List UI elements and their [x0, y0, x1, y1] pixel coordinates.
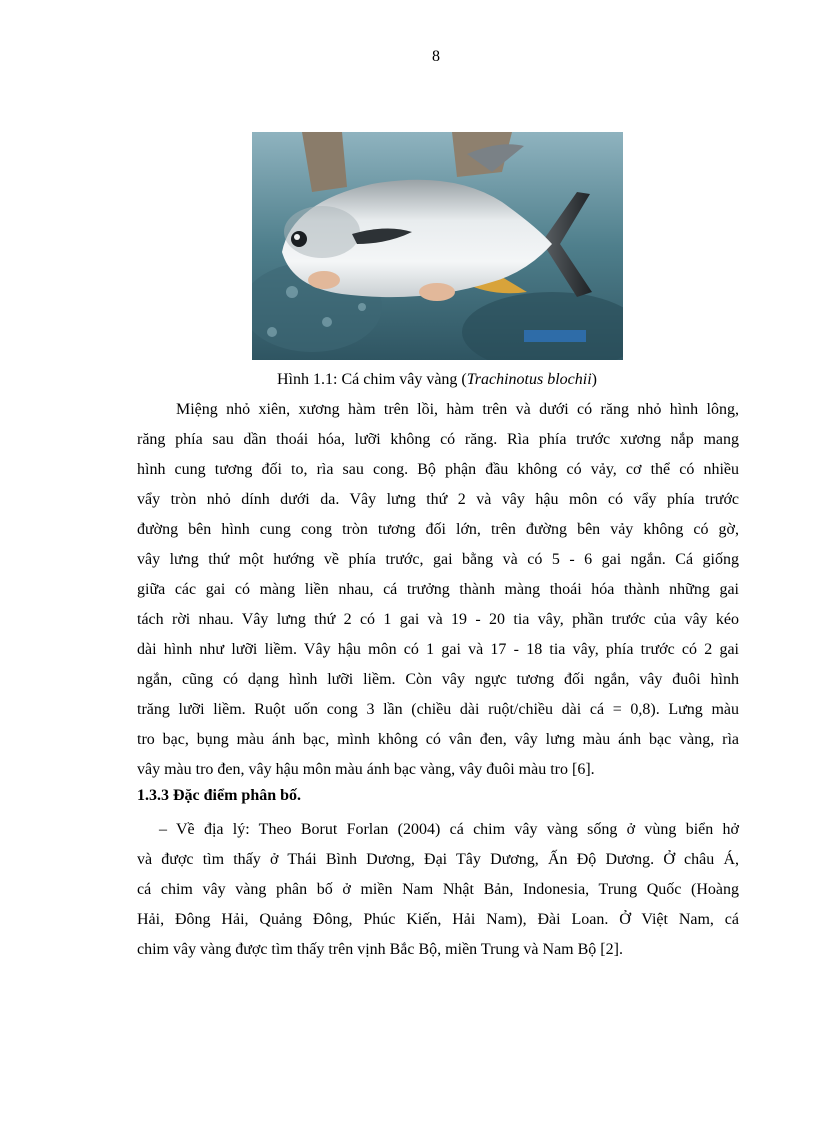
paragraph-line: vẩy tròn nhỏ dính dưới da. Vây lưng thứ 2 và vây hậu môn có vẩy phía trước — [137, 491, 739, 508]
page-number: 8 — [432, 48, 440, 65]
paragraph-line: vây màu tro đen, vây hậu môn màu ánh bạc vàng, vây đuôi màu tro [6]. — [137, 761, 595, 778]
figure-caption — [0, 371, 816, 389]
paragraph-line: vây lưng thứ một hướng về phía trước, gai bằng và có 5 - 6 gai ngắn. Cá giống — [137, 551, 739, 568]
paragraph-line: tách rời nhau. Vây lưng thứ 2 có 1 gai và 19 - 20 tia vây, phần trước của vây kéo — [137, 611, 739, 628]
paragraph-line: tro bạc, bụng màu ánh bạc, mình không có vân đen, vây lưng màu ánh bạc vàng, rìa — [137, 731, 739, 748]
paragraph-line: giữa các gai có màng liền nhau, cá trưởng thành màng thoái hóa thành những gai — [137, 581, 739, 598]
paragraph-line: hình cung tương đối to, rìa sau cong. Bộ phận đầu không có vảy, cơ thể có nhiều — [137, 461, 739, 478]
paragraph-morphology — [137, 395, 739, 785]
fish-photo — [252, 132, 623, 360]
caption-prefix: Hình 1.1: Cá chim vây vàng ( — [277, 371, 467, 388]
paragraph-line: Hải, Đông Hải, Quảng Đông, Phúc Kiến, Hải Nam), Đài Loan. Ở Việt Nam, cá — [137, 911, 739, 928]
paragraph-distribution — [137, 815, 739, 965]
paragraph-line: dài hình như lưỡi liềm. Vây hậu môn có 1 gai và 17 - 18 tia vây, phía trước có 2 gai — [137, 641, 739, 658]
paragraph-line: Miệng nhỏ xiên, xương hàm trên lồi, hàm trên và dưới có răng nhỏ hình lông, — [176, 401, 739, 418]
section-heading: 1.3.3 Đặc điểm phân bố. — [137, 787, 302, 804]
paragraph-line: cá chim vây vàng phân bố ở miền Nam Nhật Bản, Indonesia, Trung Quốc (Hoàng — [137, 881, 739, 898]
paragraph-line: – Về địa lý: Theo Borut Forlan (2004) cá chim vây vàng sống ở vùng biển hở — [159, 821, 739, 838]
paragraph-line: răng phía sau dần thoái hóa, lưỡi không có răng. Rìa phía trước xương nắp mang — [137, 431, 739, 448]
paragraph-line: đường bên hình cung cong tròn tương đối lớn, trên đường bên vảy không có gờ, — [137, 521, 739, 538]
caption-species: Trachinotus blochii — [466, 371, 592, 388]
paragraph-line: ngắn, cũng có dạng hình lưỡi liềm. Còn vây ngực tương đối ngắn, vây đuôi hình — [137, 671, 739, 688]
paragraph-line: và được tìm thấy ở Thái Bình Dương, Đại Tây Dương, Ấn Độ Dương. Ở châu Á, — [137, 851, 739, 868]
paragraph-line: trăng lưỡi liềm. Ruột uốn cong 3 lần (chiều dài ruột/chiều dài cá = 0,8). Lưng màu — [137, 701, 739, 718]
caption-suffix: ) — [591, 371, 597, 388]
paragraph-line: chim vây vàng được tìm thấy trên vịnh Bắc Bộ, miền Trung và Nam Bộ [2]. — [137, 941, 623, 958]
